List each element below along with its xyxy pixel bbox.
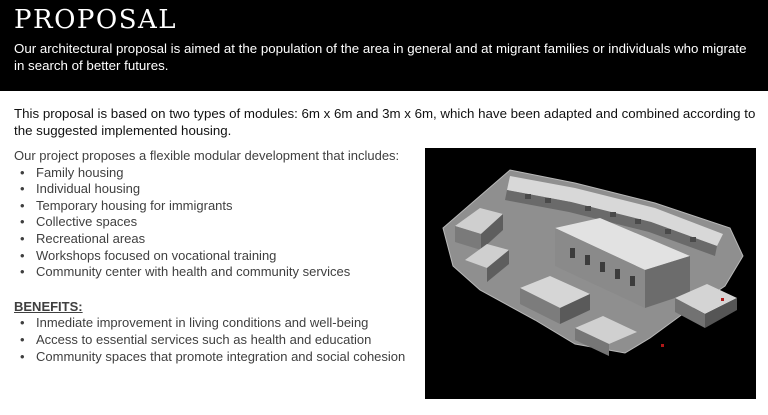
building-model-image xyxy=(425,148,756,399)
modules-text: This proposal is based on two types of modules: 6m x 6m and 3m x 6m, which have been adapted and combined according to the suggested implemented housing. xyxy=(14,106,756,138)
list-item: • Community spaces that promote integration and social cohesion xyxy=(14,349,410,366)
list-item: • Workshops focused on vocational training xyxy=(14,248,410,265)
list-item: • Individual housing xyxy=(14,181,410,198)
list-item: • Collective spaces xyxy=(14,214,410,231)
list-item: • Recreational areas xyxy=(14,231,410,248)
project-lead: Our project proposes a flexible modular development that includes: xyxy=(14,148,400,163)
list-item: • Access to essential services such as health and education xyxy=(14,332,410,349)
benefits-list xyxy=(14,315,410,365)
list-item: • Temporary housing for immigrants xyxy=(14,198,410,215)
content-column xyxy=(14,148,410,365)
list-item: • Community center with health and community services xyxy=(14,264,410,281)
intro-text: Our architectural proposal is aimed at the population of the area in general and at migrant families or individuals who migrate in search of better futures. xyxy=(14,41,747,73)
header-band xyxy=(0,0,768,91)
site-model-render xyxy=(425,148,756,399)
project-list xyxy=(14,165,410,281)
list-item: • Family housing xyxy=(14,165,410,182)
list-item: • Inmediate improvement in living conditions and well-being xyxy=(14,315,410,332)
benefits-heading: BENEFITS: xyxy=(14,298,83,314)
page-title: PROPOSAL xyxy=(14,5,178,35)
